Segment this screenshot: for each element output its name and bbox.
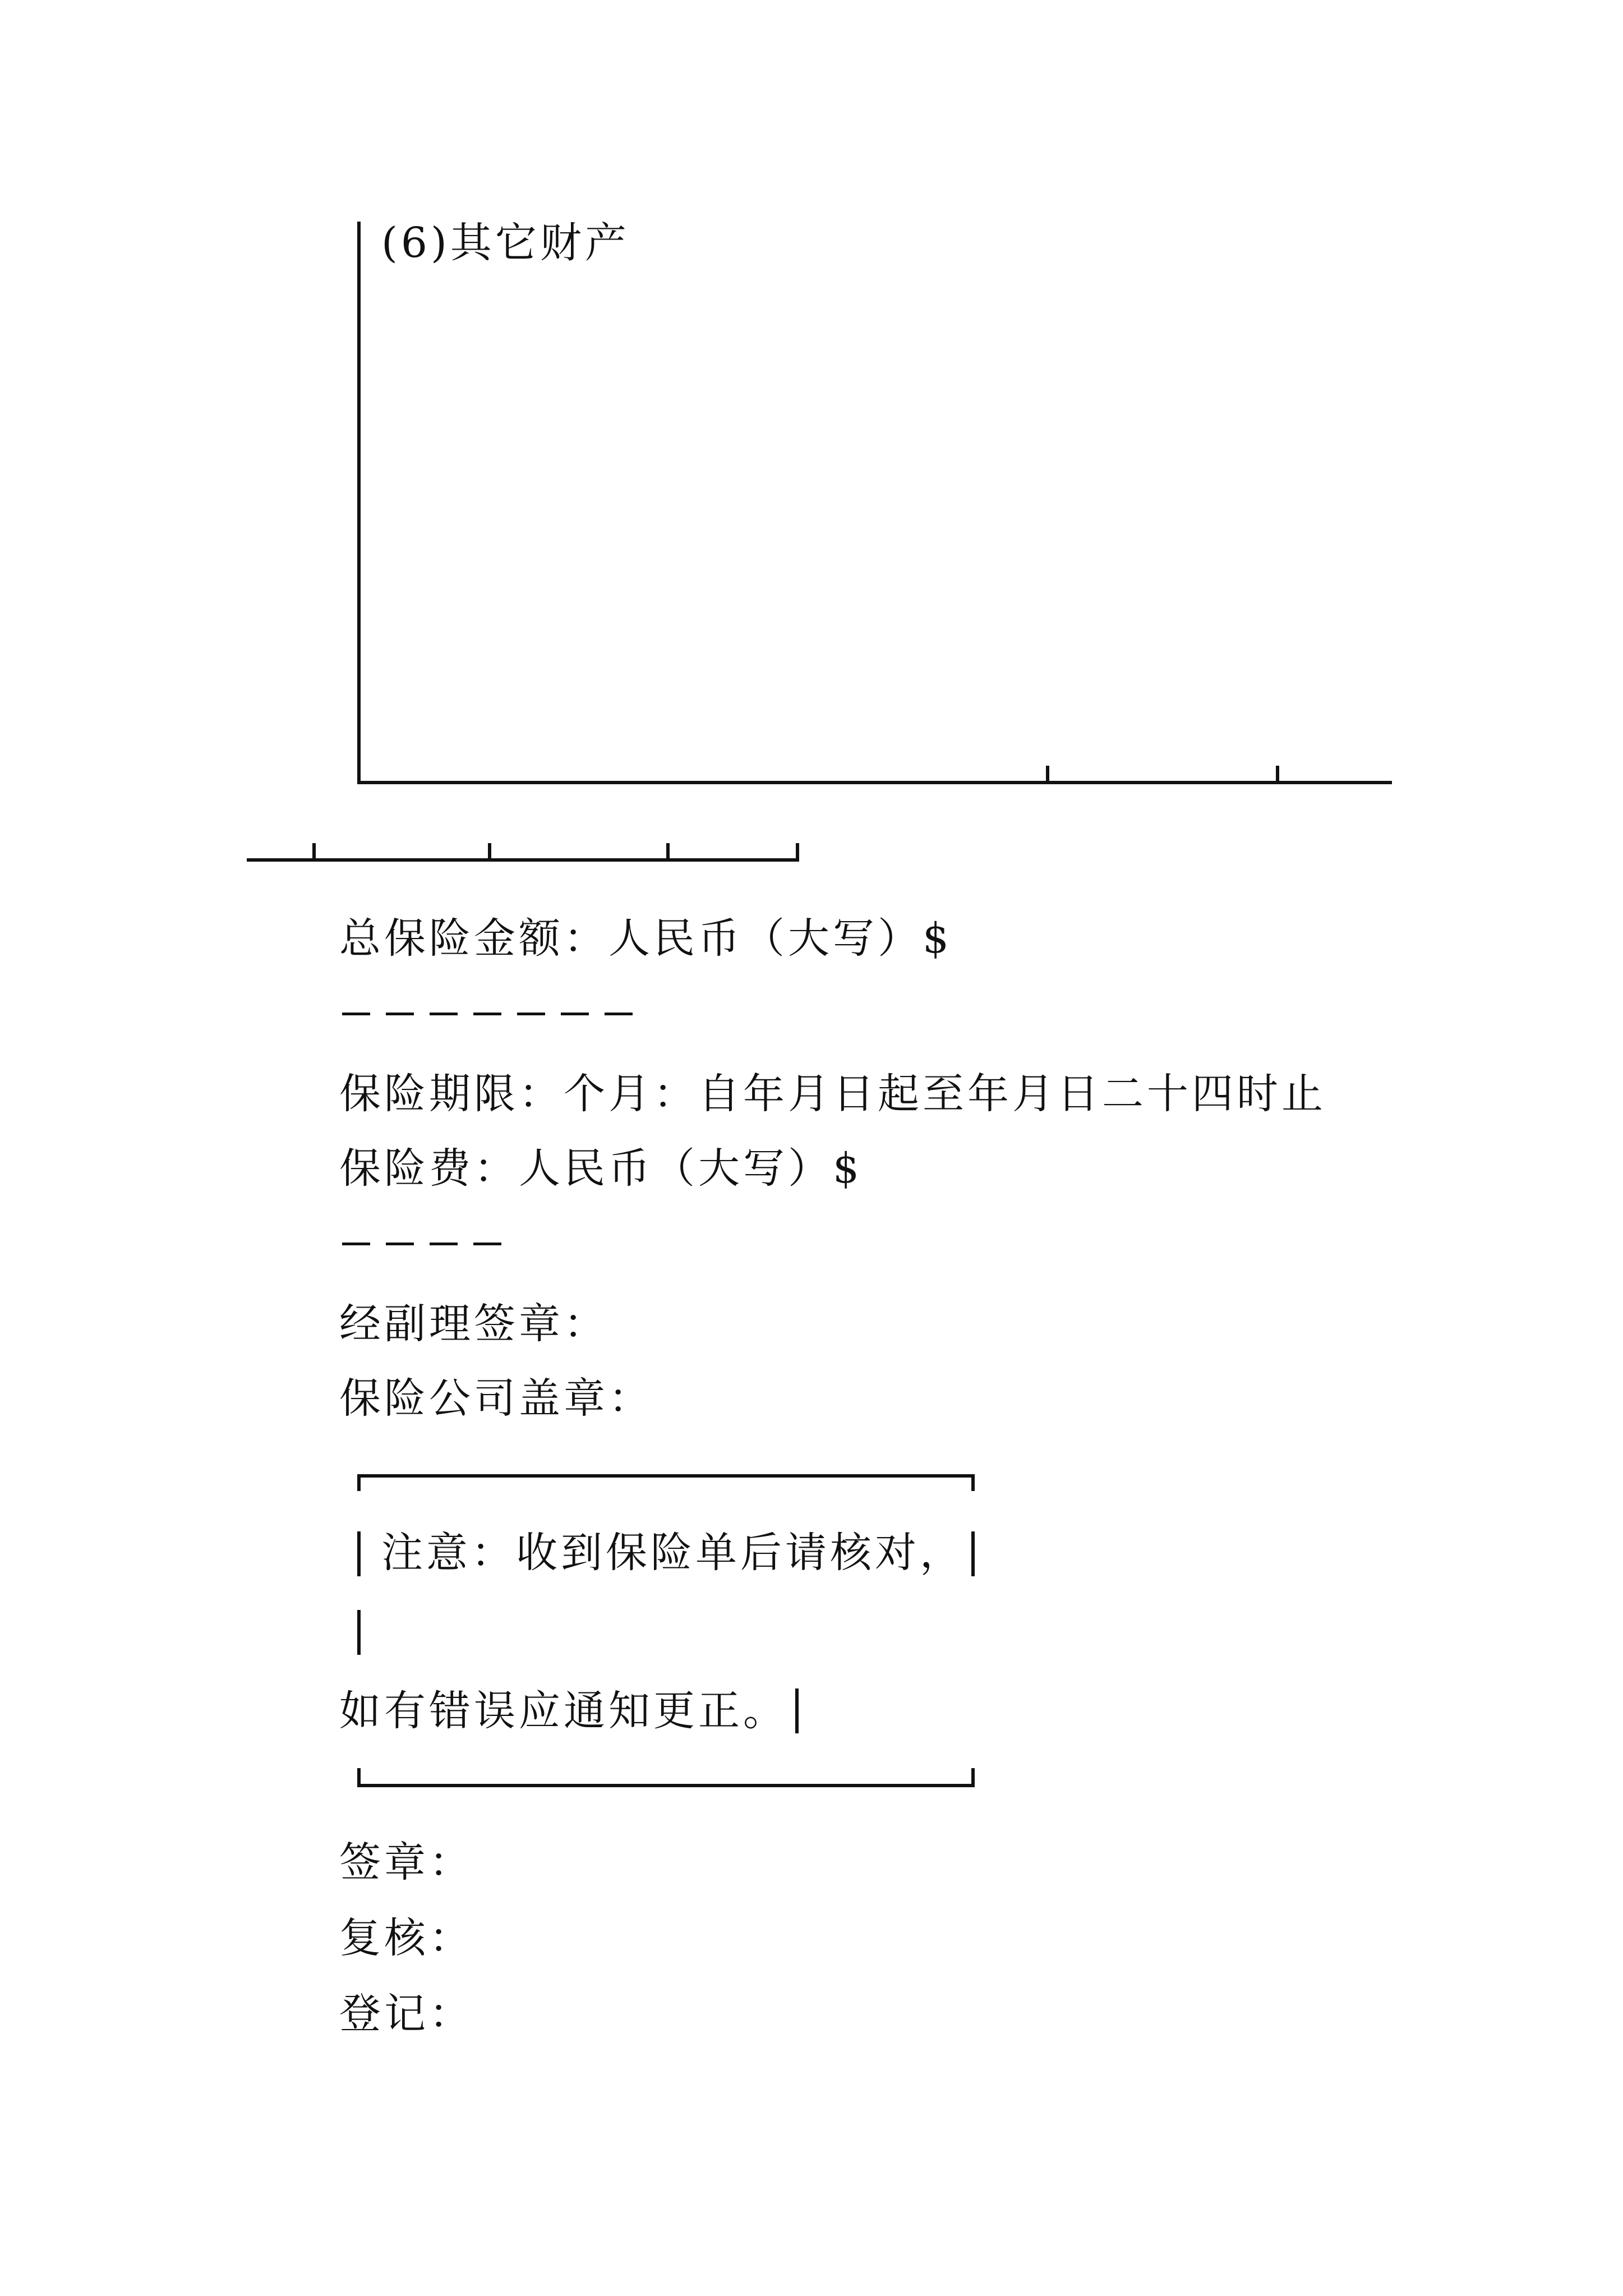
total-insured-amount-blank bbox=[342, 1013, 633, 1015]
signature-label: 签章： bbox=[339, 1838, 474, 1887]
insurance-period-label: 保险期限：个月：自年月日起至年月日二十四时止 bbox=[339, 1070, 1326, 1118]
notice-box-left-border bbox=[357, 1610, 361, 1655]
table-bottom-border-continued bbox=[247, 858, 799, 862]
company-seal-label: 保险公司盖章： bbox=[339, 1374, 653, 1423]
notice-box-right-border bbox=[795, 1688, 799, 1733]
deputy-manager-seal-label: 经副理签章： bbox=[339, 1300, 608, 1348]
notice-line2: 如有错误应通知更正。 bbox=[339, 1687, 788, 1735]
table-bottom-border bbox=[357, 781, 1392, 784]
table-column-tick bbox=[796, 843, 799, 860]
registration-label: 登记： bbox=[339, 1990, 474, 2038]
notice-box-corner bbox=[357, 1474, 361, 1491]
premium-label: 保险费：人民币（大写）$ bbox=[339, 1144, 863, 1193]
notice-box-bottom bbox=[357, 1784, 975, 1787]
notice-box-corner bbox=[971, 1768, 975, 1787]
premium-blank bbox=[342, 1243, 501, 1245]
notice-box-top bbox=[357, 1474, 975, 1478]
table-column-tick bbox=[1276, 766, 1279, 783]
notice-box-corner bbox=[971, 1474, 975, 1491]
total-insured-amount-label: 总保险金额：人民币（大写）$ bbox=[339, 914, 953, 963]
review-label: 复核： bbox=[339, 1914, 474, 1962]
table-left-border bbox=[357, 222, 361, 783]
other-property-label: (6)其它财产 bbox=[381, 219, 630, 267]
table-column-tick bbox=[1046, 766, 1049, 783]
table-column-tick bbox=[488, 843, 491, 860]
notice-box-right-border bbox=[971, 1531, 975, 1576]
notice-line1: 注意：收到保险单后请核对， bbox=[381, 1529, 965, 1577]
notice-box-left-border bbox=[357, 1531, 361, 1576]
table-column-tick bbox=[312, 843, 316, 860]
table-column-tick bbox=[666, 843, 670, 860]
notice-box-corner bbox=[357, 1768, 361, 1787]
